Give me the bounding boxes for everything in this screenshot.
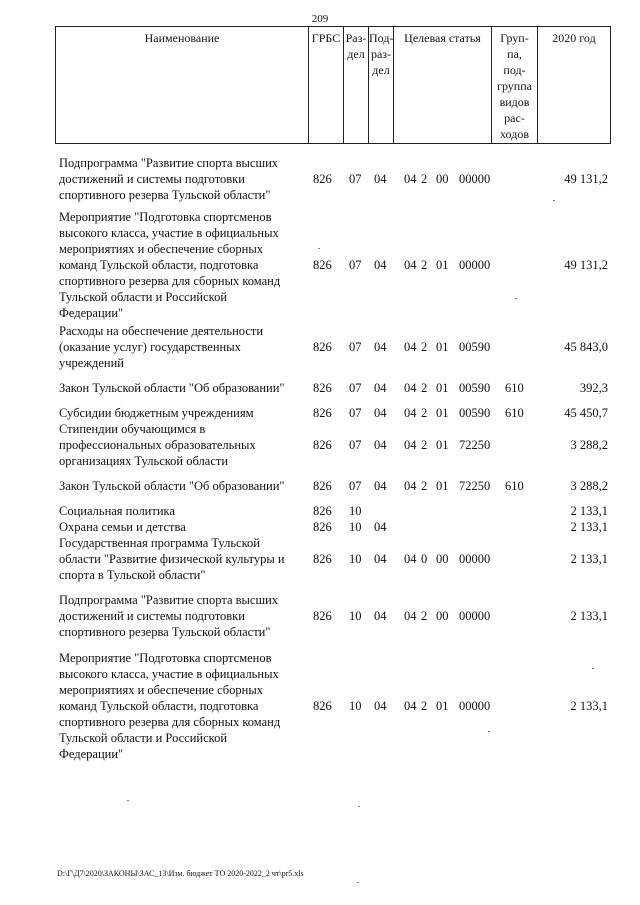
- row-name-line: Стипендии обучающимся в: [59, 422, 206, 436]
- target-direction-cell: 00000: [459, 552, 491, 566]
- row-name: [59, 421, 309, 469]
- target-subprogram-cell: 2: [421, 340, 428, 354]
- target-program-cell: 04: [404, 479, 417, 493]
- row-name-line: Закон Тульской области "Об образовании": [59, 381, 285, 395]
- row-name-line: команд Тульской области, подготовка: [59, 258, 259, 272]
- podrazdel-cell: 04: [374, 172, 387, 186]
- header-grbs: ГРБС: [309, 27, 344, 143]
- target-event-cell: 00: [436, 609, 449, 623]
- amount-cell: 3 288,2: [570, 438, 608, 452]
- target-direction-cell: 00000: [459, 609, 491, 623]
- amount-cell: 2 133,1: [570, 504, 608, 518]
- row-name-line: Охрана семьи и детства: [59, 520, 186, 534]
- razdel-cell: 10: [349, 699, 362, 713]
- amount-cell: 49 131,2: [564, 172, 608, 186]
- razdel-cell: 07: [349, 258, 362, 272]
- expense-group-cell: 610: [505, 479, 524, 493]
- target-event-cell: 01: [436, 381, 449, 395]
- row-name-line: спорта в Тульской области": [59, 568, 206, 582]
- header-name: Наименование: [56, 27, 309, 143]
- target-event-cell: 00: [436, 172, 449, 186]
- target-direction-cell: 00000: [459, 258, 491, 272]
- target-subprogram-cell: 2: [421, 699, 428, 713]
- target-program-cell: 04: [404, 258, 417, 272]
- podrazdel-cell: 04: [374, 438, 387, 452]
- row-name-line: команд Тульской области, подготовка: [59, 699, 259, 713]
- target-subprogram-cell: 2: [421, 172, 428, 186]
- target-direction-cell: 00590: [459, 340, 491, 354]
- amount-cell: 45 843,0: [564, 340, 608, 354]
- page-number: 209: [311, 13, 329, 25]
- header-razdel: Раз- дел: [344, 27, 369, 143]
- target-program-cell: 04: [404, 381, 417, 395]
- row-name-line: Социальная политика: [59, 504, 175, 518]
- row-name-line: спортивного резерва для сборных команд: [59, 274, 281, 288]
- row-name: [59, 380, 309, 396]
- row-name-line: Федерации": [59, 306, 124, 320]
- row-name-line: мероприятиях и обеспечение сборных: [59, 242, 263, 256]
- row-name-line: Закон Тульской области "Об образовании": [59, 479, 285, 493]
- target-direction-cell: 00590: [459, 381, 491, 395]
- row-name-line: учреждений: [59, 356, 124, 370]
- target-program-cell: 04: [404, 406, 417, 420]
- podrazdel-cell: 04: [374, 699, 387, 713]
- header-group: Груп- па, под- группа видов рас- ходов: [492, 27, 538, 143]
- target-program-cell: 04: [404, 699, 417, 713]
- row-name-line: спортивного резерва Тульской области": [59, 625, 271, 639]
- grbs-cell: 826: [313, 504, 332, 518]
- row-name-line: Государственная программа Тульской: [59, 536, 260, 550]
- grbs-cell: 826: [313, 172, 332, 186]
- target-subprogram-cell: 2: [421, 381, 428, 395]
- target-subprogram-cell: 2: [421, 438, 428, 452]
- header-year: 2020 год: [552, 31, 596, 45]
- amount-cell: 2 133,1: [570, 520, 608, 534]
- row-name: [59, 503, 309, 519]
- razdel-cell: 07: [349, 172, 362, 186]
- grbs-cell: 826: [313, 479, 332, 493]
- row-name-line: Тульской области и Российской: [59, 731, 228, 745]
- target-program-cell: 04: [404, 438, 417, 452]
- target-subprogram-cell: 2: [421, 406, 428, 420]
- target-event-cell: 01: [436, 479, 449, 493]
- grbs-cell: 826: [313, 609, 332, 623]
- row-name-line: достижений и системы подготовки: [59, 609, 245, 623]
- header-target: Целевая статья: [394, 27, 492, 143]
- target-program-cell: 04: [404, 552, 417, 566]
- target-direction-cell: 00590: [459, 406, 491, 420]
- razdel-cell: 10: [349, 609, 362, 623]
- grbs-cell: 826: [313, 520, 332, 534]
- target-event-cell: 01: [436, 340, 449, 354]
- podrazdel-cell: 04: [374, 381, 387, 395]
- row-name-line: профессиональных образовательных: [59, 438, 256, 452]
- amount-cell: 2 133,1: [570, 699, 608, 713]
- row-name-line: Подпрограмма "Развитие спорта высших: [59, 593, 279, 607]
- podrazdel-cell: 04: [374, 406, 387, 420]
- target-subprogram-cell: 0: [421, 552, 428, 566]
- grbs-cell: 826: [313, 381, 332, 395]
- target-direction-cell: 00000: [459, 172, 491, 186]
- header-podrazdel: Под- раз- дел: [369, 27, 394, 143]
- row-name-line: области "Развитие физической культуры и: [59, 552, 285, 566]
- expense-group-cell: 610: [505, 406, 524, 420]
- grbs-cell: 826: [313, 340, 332, 354]
- row-name-line: Мероприятие "Подготовка спортсменов: [59, 210, 272, 224]
- target-subprogram-cell: 2: [421, 258, 428, 272]
- amount-cell: 2 133,1: [570, 552, 608, 566]
- razdel-cell: 07: [349, 340, 362, 354]
- row-name-line: Тульской области и Российской: [59, 290, 228, 304]
- target-program-cell: 04: [404, 609, 417, 623]
- target-direction-cell: 00000: [459, 699, 491, 713]
- row-name-line: Расходы на обеспечение деятельности: [59, 324, 264, 338]
- razdel-cell: 10: [349, 552, 362, 566]
- podrazdel-cell: 04: [374, 609, 387, 623]
- row-name-line: высокого класса, участие в официальных: [59, 667, 279, 681]
- amount-cell: 45 450,7: [564, 406, 608, 420]
- amount-cell: 392,3: [579, 381, 608, 395]
- podrazdel-cell: 04: [374, 340, 387, 354]
- row-name: [59, 650, 309, 762]
- row-name-line: спортивного резерва Тульской области": [59, 188, 271, 202]
- target-subprogram-cell: 2: [421, 609, 428, 623]
- grbs-cell: 826: [313, 406, 332, 420]
- row-name-line: Федерации": [59, 747, 124, 761]
- row-name: [59, 405, 309, 421]
- row-name: [59, 323, 309, 371]
- razdel-cell: 10: [349, 520, 362, 534]
- row-name-line: Подпрограмма "Развитие спорта высших: [59, 156, 279, 170]
- expense-group-cell: 610: [505, 381, 524, 395]
- razdel-cell: 07: [349, 479, 362, 493]
- row-name-line: высокого класса, участие в официальных: [59, 226, 279, 240]
- file-path-footer: D:\Г\Д7\2020\ЗАКОНЫ\ЗАС_13\Изм. бюджет ТО 2020-2022_2 чт\pr5.xls: [57, 869, 304, 878]
- row-name-line: (оказание услуг) государственных: [59, 340, 241, 354]
- row-name: [59, 519, 309, 535]
- row-name: [59, 155, 309, 203]
- row-name: [59, 592, 309, 640]
- razdel-cell: 10: [349, 504, 362, 518]
- target-event-cell: 01: [436, 258, 449, 272]
- target-program-cell: 04: [404, 340, 417, 354]
- row-name: [59, 535, 309, 583]
- row-name-line: Субсидии бюджетным учреждениям: [59, 406, 254, 420]
- razdel-cell: 07: [349, 381, 362, 395]
- row-name-line: Мероприятие "Подготовка спортсменов: [59, 651, 272, 665]
- razdel-cell: 07: [349, 438, 362, 452]
- target-direction-cell: 72250: [459, 479, 491, 493]
- razdel-cell: 07: [349, 406, 362, 420]
- grbs-cell: 826: [313, 699, 332, 713]
- row-name: [59, 209, 309, 321]
- target-subprogram-cell: 2: [421, 479, 428, 493]
- row-name-line: мероприятиях и обеспечение сборных: [59, 683, 263, 697]
- row-name: [59, 478, 309, 494]
- podrazdel-cell: 04: [374, 258, 387, 272]
- podrazdel-cell: 04: [374, 520, 387, 534]
- amount-cell: 2 133,1: [570, 609, 608, 623]
- podrazdel-cell: 04: [374, 479, 387, 493]
- row-name-line: достижений и системы подготовки: [59, 172, 245, 186]
- grbs-cell: 826: [313, 438, 332, 452]
- grbs-cell: 826: [313, 258, 332, 272]
- table-header: [55, 26, 611, 144]
- target-event-cell: 01: [436, 406, 449, 420]
- target-program-cell: 04: [404, 172, 417, 186]
- target-direction-cell: 72250: [459, 438, 491, 452]
- row-name-line: организациях Тульской области: [59, 454, 229, 468]
- target-event-cell: 00: [436, 552, 449, 566]
- target-event-cell: 01: [436, 699, 449, 713]
- amount-cell: 49 131,2: [564, 258, 608, 272]
- grbs-cell: 826: [313, 552, 332, 566]
- podrazdel-cell: 04: [374, 552, 387, 566]
- amount-cell: 3 288,2: [570, 479, 608, 493]
- target-event-cell: 01: [436, 438, 449, 452]
- row-name-line: спортивного резерва для сборных команд: [59, 715, 281, 729]
